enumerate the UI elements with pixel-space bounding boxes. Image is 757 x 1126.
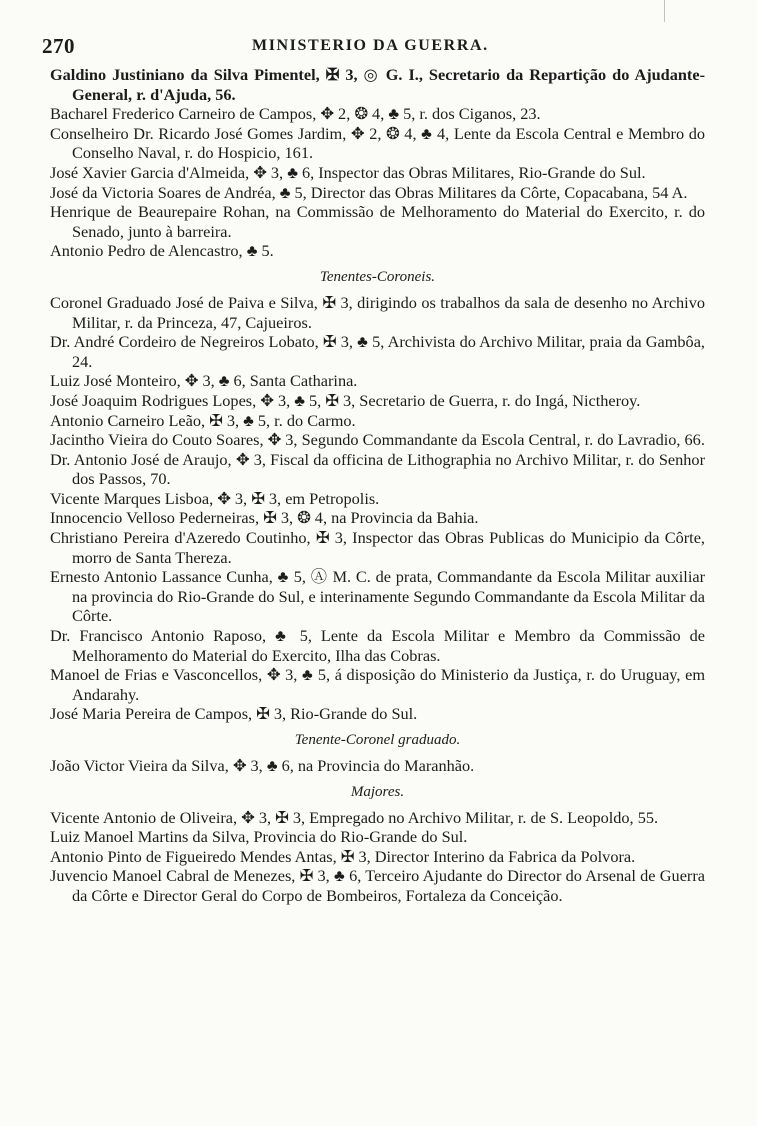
list-entry: Dr. Francisco Antonio Raposo, ♣ 5, Lente da Escola Militar e Membro da Commissão de Melhoramento do Material do Exercito, Ilha das Cobras. — [50, 626, 705, 665]
list-entry: Vicente Marques Lisboa, ✥ 3, ✠ 3, em Petropolis. — [50, 488, 380, 508]
section-tenentes-coroneis — [50, 267, 705, 724]
list-entry: Coronel Graduado José de Paiva e Silva, ✠ 3, dirigindo os trabalhos da sala de desenho no Archivo Militar, r. da Princeza, 47, Cajueiros. — [50, 292, 705, 332]
list-entry: Dr. André Cordeiro de Negreiros Lobato, ✠ 3, ♣ 5, Archivista do Archivo Militar, praia da Gambôa, 24. — [50, 332, 705, 371]
section-title: Tenente-Coronel graduado. — [294, 732, 461, 748]
list-entry: Antonio Pinto de Figueiredo Mendes Antas, ✠ 3, Director Interino da Fabrica da Polvora. — [50, 846, 636, 866]
list-entry: Dr. Antonio José de Araujo, ✥ 3, Fiscal da officina de Lithographia no Archivo Militar, r. do Senhor dos Passos, 70. — [50, 449, 705, 489]
list-entry: Conselheiro Dr. Ricardo José Gomes Jardim, ✥ 2, ❂ 4, ♣ 4, Lente da Escola Central e Membro do Conselho Naval, r. do Hospicio, 161. — [50, 123, 705, 163]
section-majores — [50, 782, 705, 906]
list-entry: Antonio Carneiro Leão, ✠ 3, ♣ 5, r. do Carmo. — [50, 410, 356, 430]
list-entry: Bacharel Frederico Carneiro de Campos, ✥ 2, ❂ 4, ♣ 5, r. dos Ciganos, 23. — [50, 104, 541, 124]
list-entry: Manoel de Frias e Vasconcellos, ✥ 3, ♣ 5, á disposição do Ministerio da Justiça, r. do Uruguay, em Andarahy. — [50, 665, 705, 704]
list-entry: Vicente Antonio de Oliveira, ✥ 3, ✠ 3, Empregado no Archivo Militar, r. de S. Leopoldo, 55. — [50, 807, 659, 827]
top-entries — [50, 65, 705, 261]
scan-artifact — [664, 0, 665, 22]
page-content — [50, 65, 705, 906]
section-title: Majores. — [350, 783, 405, 800]
section-tenente-coronel-graduado — [50, 730, 705, 776]
list-entry: Antonio Pedro de Alencastro, ♣ 5. — [50, 241, 274, 261]
list-entry: João Victor Vieira da Silva, ✥ 3, ♣ 6, na Provincia do Maranhão. — [50, 756, 475, 775]
list-entry: Henrique de Beaurepaire Rohan, na Commissão de Melhoramento do Material do Exercito, r. do Senado, junto à barreira. — [50, 202, 705, 241]
list-entry: Christiano Pereira d'Azeredo Coutinho, ✠ 3, Inspector das Obras Publicas do Municipio da Côrte, morro de Santa Thereza. — [50, 528, 705, 567]
list-entry: José Joaquim Rodrigues Lopes, ✥ 3, ♣ 5, ✠ 3, Secretario de Guerra, r. do Ingá, Nictheroy. — [50, 390, 641, 410]
list-entry: Luiz José Monteiro, ✥ 3, ♣ 6, Santa Catharina. — [50, 371, 358, 391]
list-entry: Juvencio Manoel Cabral de Menezes, ✠ 3, ♣ 6, Terceiro Ajudante do Director do Arsenal de Guerra da Côrte e Director Geral do Corpo de Bombeiros, Fortaleza da Conceição. — [50, 866, 705, 905]
section-title: Tenentes-Coroneis. — [319, 268, 436, 285]
list-entry: Jacintho Vieira do Couto Soares, ✥ 3, Segundo Commandante da Escola Central, r. do Lavradio, 66. — [50, 430, 705, 450]
list-entry: Luiz Manoel Martins da Silva, Provincia do Rio-Grande do Sul. — [50, 827, 468, 847]
page-header — [42, 34, 707, 64]
running-head: MINISTERIO DA GUERRA. — [252, 37, 489, 54]
list-entry: Innocencio Velloso Pederneiras, ✠ 3, ❂ 4, na Provincia da Bahia. — [50, 508, 479, 528]
page-number: 270 — [42, 34, 75, 58]
list-entry: Ernesto Antonio Lassance Cunha, ♣ 5, Ⓐ M. C. de prata, Commandante da Escola Militar auxiliar na provincia do Rio-Grande do Sul, e interinamente Segundo Commandante da Escola Militar da Côrte. — [50, 567, 705, 626]
list-entry: José Maria Pereira de Campos, ✠ 3, Rio-Grande do Sul. — [50, 704, 418, 724]
list-entry: José Xavier Garcia d'Almeida, ✥ 3, ♣ 6, Inspector das Obras Militares, Rio-Grande do Sul. — [50, 162, 646, 182]
list-entry: Galdino Justiniano da Silva Pimentel, ✠ 3, ◎ G. I., Secretario da Repartição do Ajudante-General, r. d'Ajuda, 56. — [50, 65, 705, 104]
list-entry: José da Victoria Soares de Andréa, ♣ 5, Director das Obras Militares da Côrte, Copacabana, 54 A. — [50, 182, 688, 202]
